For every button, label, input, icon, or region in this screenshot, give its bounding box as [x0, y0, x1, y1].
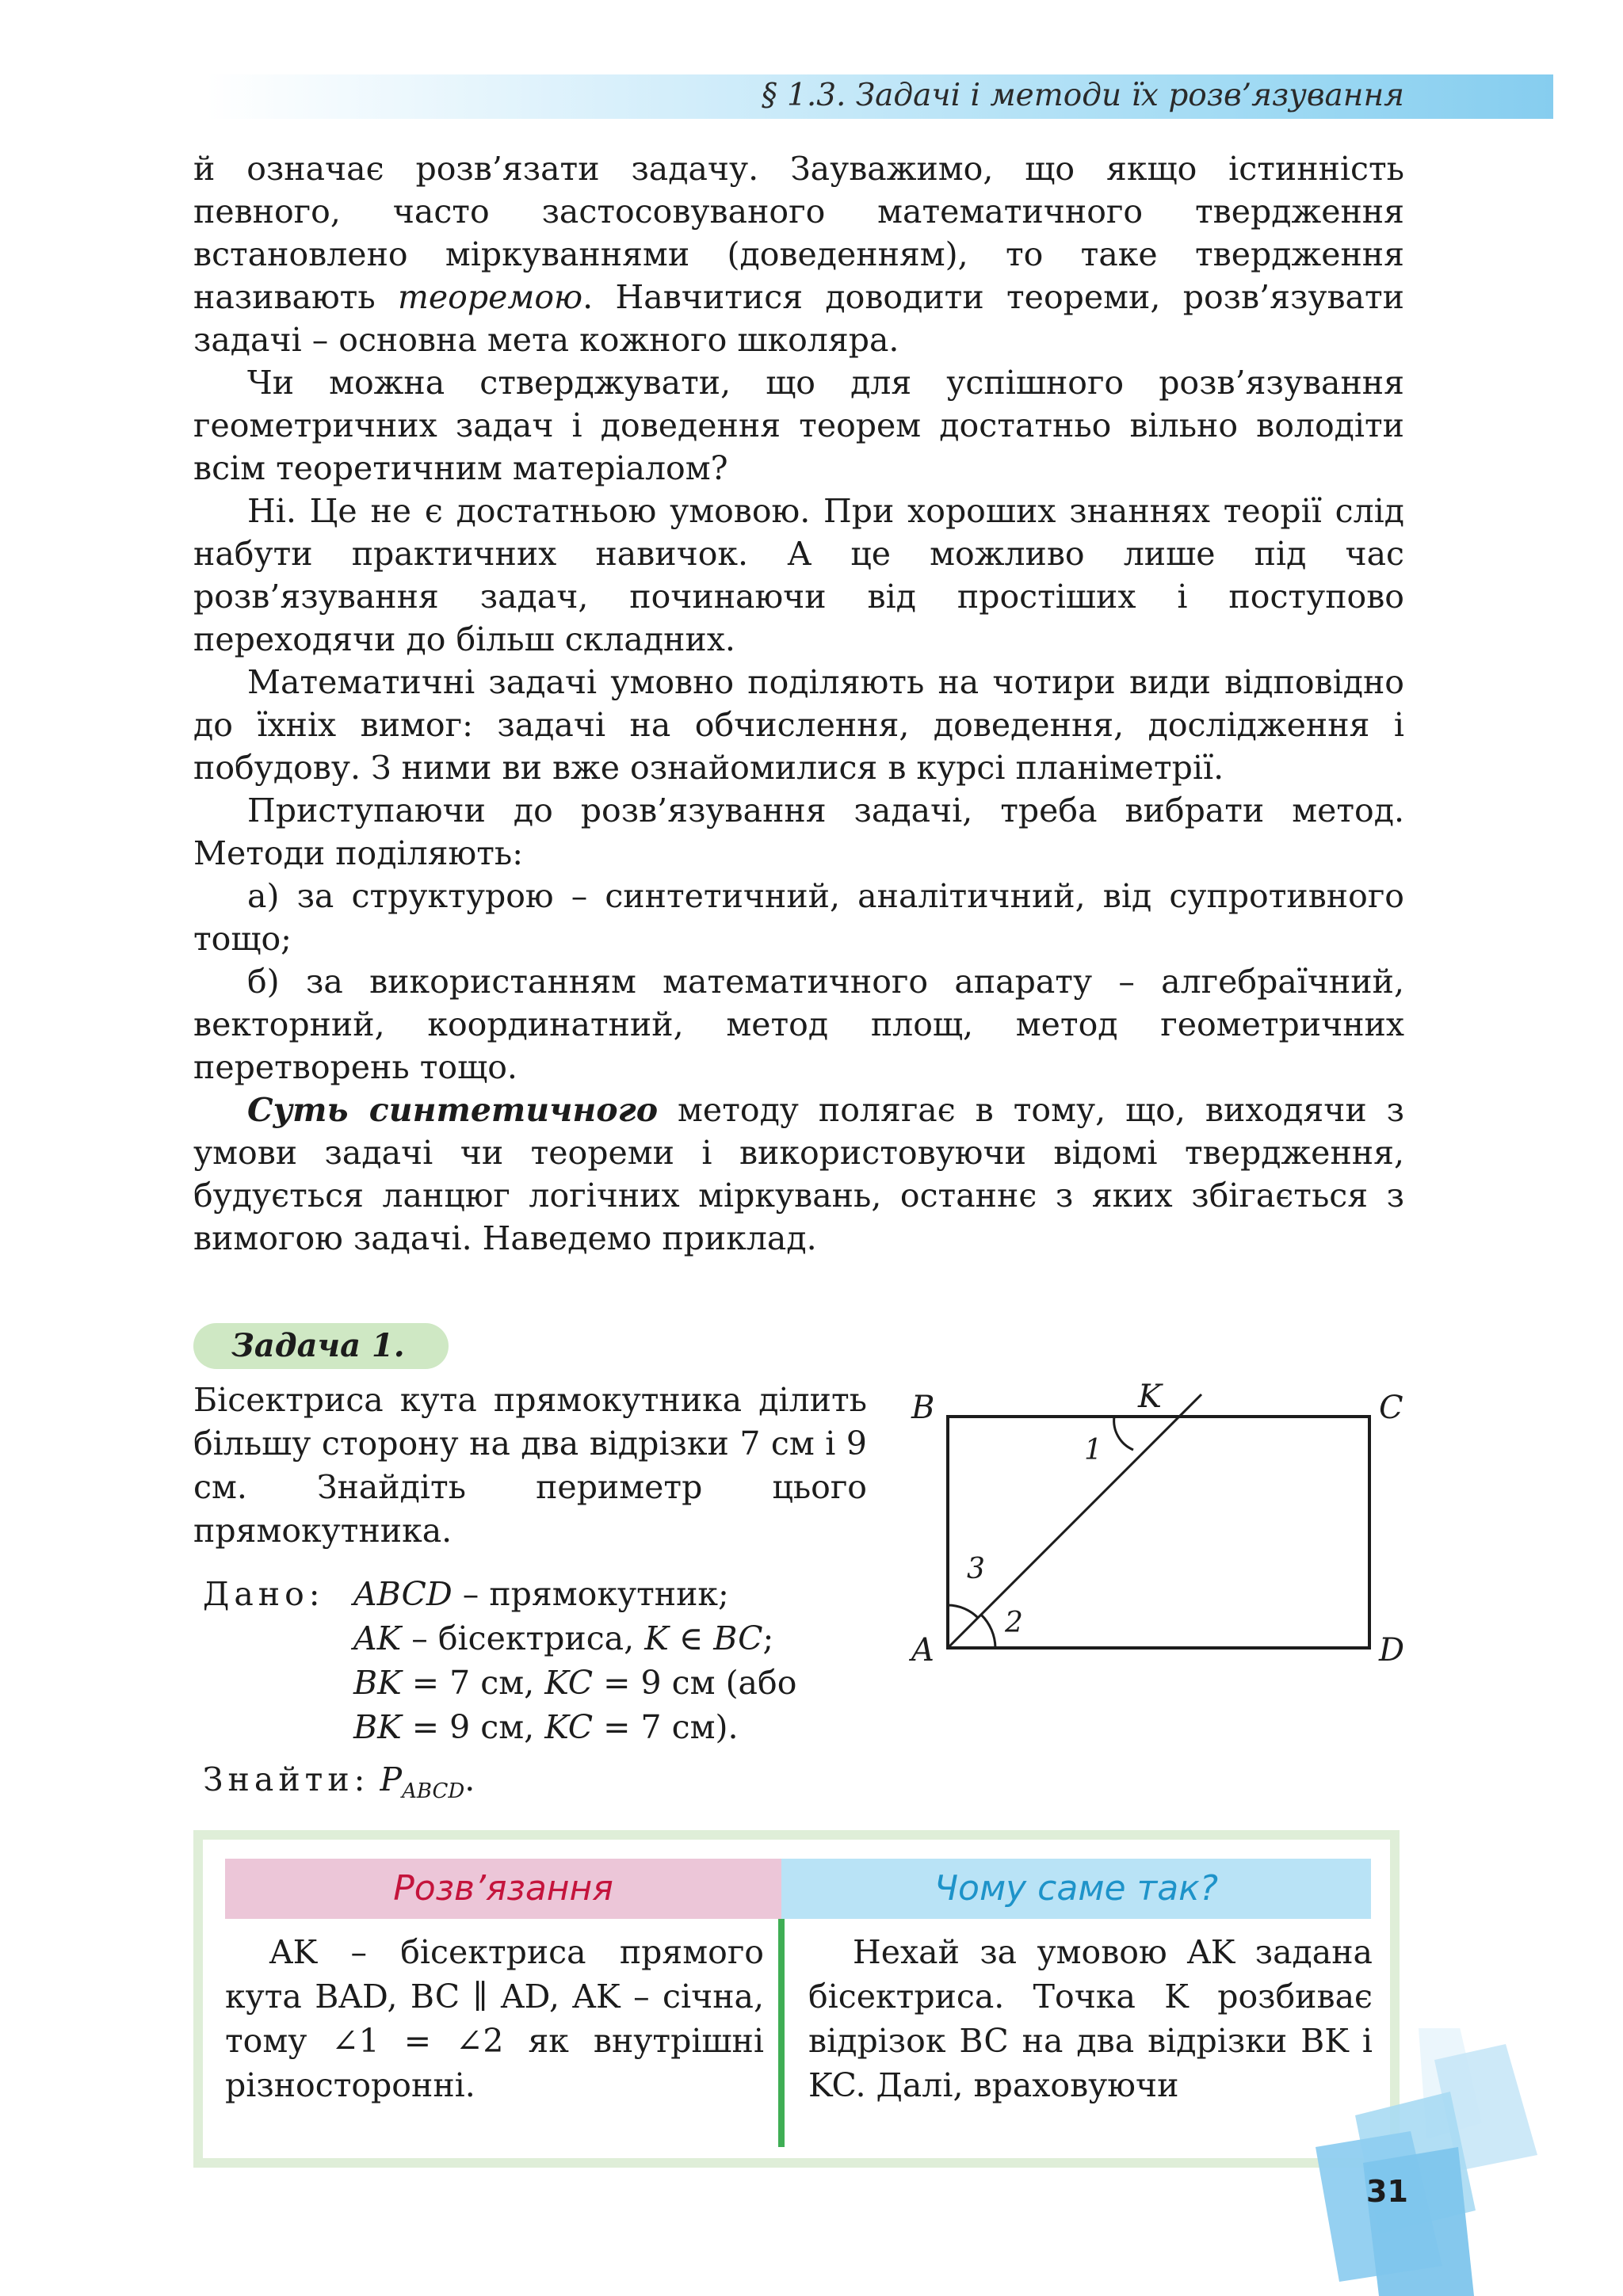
section-title: § 1.3. Задачі і методи їх розв’язування [762, 78, 1404, 113]
label-a: A [911, 1632, 934, 1669]
paragraph-5: Приступаючи до розв’язування задачі, треба вибрати метод. Методи поділяють: [193, 791, 1404, 872]
term-theorem: теоремою [398, 278, 583, 316]
paragraph-4: Математичні задачі умовно поділяють на чотири види відповідно до їхніх вимог: задачі на обчислення, доведення, дослідження і побудову. З ними ви вже ознайомилися в курсі планіметрії. [193, 663, 1404, 787]
label-angle-1: 1 [1084, 1434, 1102, 1466]
paragraph-1: й означає розв’язати задачу. Зауважимо, що якщо істинність певного, часто застосовуваного математичного твердження встановлено міркуваннями (доведенням), то таке твердження називають теоремою. Навчитися доводити теореми, розв’язувати задачі – основна мета кожного школяра. [193, 150, 1405, 359]
paragraph-6: а) за структурою – синтетичний, аналітичний, від супротивного тощо; [193, 877, 1404, 958]
task-statement: Бісектриса кута прямокутника ділить більшу сторону на два відрізки 7 см і 9 см. Знайдіть периметр цього прямокутника. [193, 1381, 867, 1550]
label-angle-3: 3 [967, 1553, 985, 1585]
paragraph-2: Чи можна стверджувати, що для успішного розв’язування геометричних задач і доведення теорем достатньо вільно володіти всім теоретичним матеріалом? [193, 364, 1404, 487]
given-label: Дано: [203, 1575, 325, 1613]
bisector-ak [948, 1394, 1201, 1648]
body-text [193, 147, 1404, 1260]
paragraph-3: Ні. Це не є достатньою умовою. При хороших знаннях теорії слід набути практичних навичок. А це можливо лише під час розв’язування задач, починаючи від простіших і поступово переходячи до більш складних. [193, 492, 1404, 658]
angle-arc-3 [948, 1605, 978, 1618]
explanation-text: Нехай за умовою AK задана бісектриса. Точка K розбиває відрізок BC на два відрізки BK і KC. Далі, враховуючи [808, 1933, 1373, 2104]
label-b: B [911, 1390, 935, 1426]
label-angle-2: 2 [1005, 1607, 1023, 1639]
paragraph-8: Суть синтетичного методу полягає в тому, що, виходячи з умови задачі чи теореми і використовуючи відомі твердження, будується ланцюг логічних міркувань, останнє з яких збігається з вимогою задачі. Наведемо приклад. [193, 1091, 1404, 1257]
corner-decoration [1268, 2028, 1623, 2296]
angle-arc-2 [981, 1615, 995, 1648]
given-line-1: Дано: ABCD – прямокутник; [203, 1572, 796, 1616]
task-badge: Задача 1. [193, 1323, 449, 1369]
given-line-2: AK – бісектриса, K ∈ BC; [353, 1619, 774, 1657]
paragraph-7: б) за використанням математичного апарату – алгебраїчний, векторний, координатний, метод площ, метод геометричних перетворень тощо. [193, 963, 1404, 1086]
why-header: Чому саме так? [781, 1859, 1371, 1919]
given-line-4: BK = 9 см, KC = 7 см). [353, 1708, 739, 1746]
solution-text: AK – бісектриса прямого кута BAD, BC ∥ AD, AK – січна, тому ∠1 = ∠2 як внутрішні різносторонні. [225, 1933, 764, 2104]
label-d: D [1379, 1632, 1405, 1669]
label-k: K [1138, 1379, 1162, 1415]
rectangle-figure [896, 1371, 1434, 1672]
solution-header: Розв’язання [225, 1859, 781, 1919]
column-divider [778, 1919, 785, 2147]
page-number: 31 [1366, 2174, 1408, 2209]
angle-arc-1 [1114, 1417, 1133, 1450]
label-c: C [1379, 1390, 1403, 1426]
term-synthetic: Суть синтетичного [247, 1091, 659, 1129]
find-label: Знайти: [203, 1760, 370, 1798]
given-line-3: BK = 7 см, KC = 9 см (або [353, 1664, 797, 1702]
find-line: Знайти: $P_{ABCD}$. [203, 1760, 475, 1804]
given-block [203, 1572, 796, 1749]
